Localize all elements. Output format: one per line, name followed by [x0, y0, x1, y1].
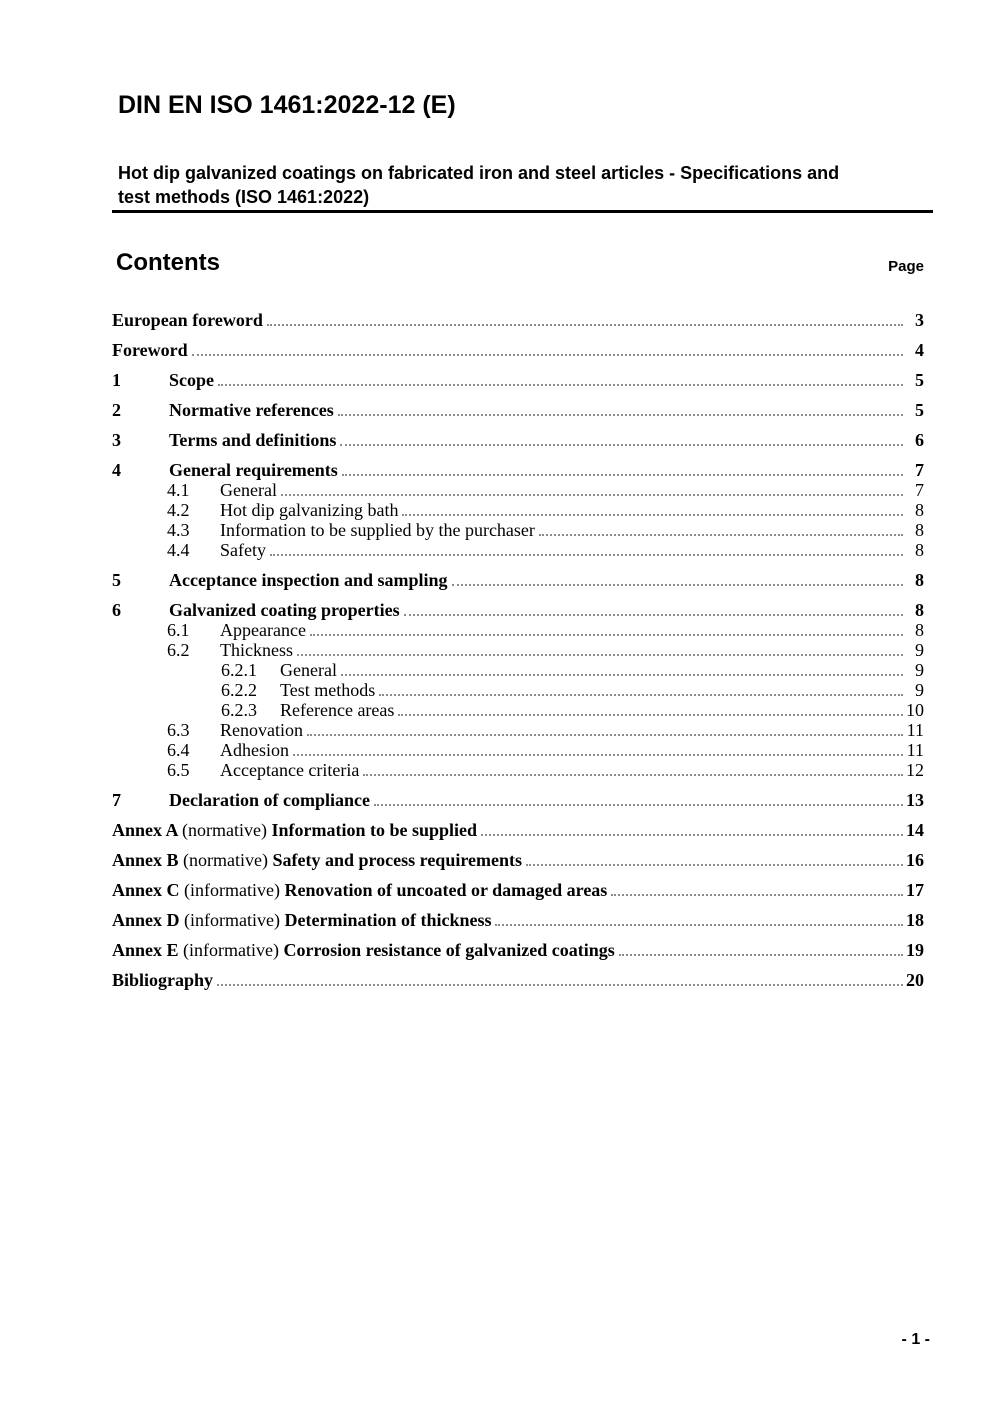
toc-dot-leader — [481, 834, 903, 836]
toc-label-part: Adhesion — [220, 740, 289, 760]
toc-label-part: Hot dip galvanizing bath — [220, 500, 399, 520]
toc-label-part: Thickness — [220, 640, 293, 660]
toc-page-number: 20 — [906, 970, 924, 990]
toc-dot-leader — [340, 444, 903, 446]
toc-label-part: Test methods — [280, 680, 376, 700]
toc-row — [112, 660, 924, 680]
toc-entry-label — [169, 600, 400, 620]
toc-page-number: 16 — [906, 850, 924, 870]
toc-label-part: General requirements — [169, 460, 338, 480]
toc-dot-leader — [218, 384, 903, 386]
toc-page-number: 4 — [915, 340, 924, 360]
toc-dot-leader — [495, 924, 903, 926]
toc-dot-leader — [217, 984, 903, 986]
toc-label-part: Scope — [169, 370, 214, 390]
toc-row — [112, 520, 924, 540]
toc-section-number: 6.4 — [167, 740, 190, 760]
toc-row — [112, 340, 924, 360]
toc-row — [112, 570, 924, 590]
toc-dot-leader — [192, 354, 903, 356]
toc-section-number: 4.1 — [167, 480, 190, 500]
toc-page-number: 6 — [915, 430, 924, 450]
toc-page-number: 18 — [906, 910, 924, 930]
toc-section-number: 2 — [112, 400, 121, 420]
toc-section-number: 4 — [112, 460, 121, 480]
toc-entry-label — [220, 720, 303, 740]
toc-row — [112, 370, 924, 390]
toc-row — [112, 620, 924, 640]
toc-dot-leader — [611, 894, 903, 896]
toc-label-part: (informative) — [184, 910, 285, 930]
toc-entry-label — [220, 740, 289, 760]
toc-label-part: (normative) — [182, 820, 272, 840]
toc-dot-leader — [267, 324, 903, 326]
document-title-line1: Hot dip galvanized coatings on fabricated iron and steel articles - Specifications and — [118, 163, 840, 183]
toc-dot-leader — [270, 554, 903, 556]
toc-page-number: 12 — [906, 760, 924, 780]
toc-page-number: 9 — [915, 660, 924, 680]
toc-dot-leader — [374, 804, 903, 806]
toc-entry-label — [220, 760, 359, 780]
toc-entry-label — [280, 660, 337, 680]
toc-entry-label — [220, 540, 266, 560]
toc-label-part: European foreword — [112, 310, 263, 330]
toc-label-part: Renovation — [220, 720, 303, 740]
toc-row — [112, 940, 924, 960]
toc-section-number: 3 — [112, 430, 121, 450]
toc-label-part: Normative references — [169, 400, 334, 420]
toc-label-part: Information to be supplied — [271, 820, 478, 840]
toc-dot-leader — [297, 654, 903, 656]
toc-entry-label — [169, 370, 214, 390]
toc-dot-leader — [398, 714, 903, 716]
toc-label-part: Foreword — [112, 340, 188, 360]
toc-section-number: 6.2 — [167, 640, 190, 660]
toc-row — [112, 970, 924, 990]
toc-entry-label — [169, 570, 448, 590]
toc-row — [112, 740, 924, 760]
toc-label-part: Corrosion resistance of galvanized coatings — [283, 940, 615, 960]
toc-label-part: (informative) — [183, 940, 284, 960]
toc-row — [112, 680, 924, 700]
toc-row — [112, 720, 924, 740]
toc-label-part: Annex A — [112, 820, 183, 840]
toc-dot-leader — [404, 614, 903, 616]
toc-page-number: 9 — [915, 680, 924, 700]
toc-label-part: Annex D — [112, 910, 185, 930]
toc-dot-leader — [539, 534, 903, 536]
document-code: DIN EN ISO 1461:2022-12 (E) — [118, 91, 456, 119]
toc-label-part: Galvanized coating properties — [169, 600, 400, 620]
toc-label-part: Terms and definitions — [169, 430, 337, 450]
toc-section-number: 6.2.3 — [221, 700, 257, 720]
toc-section-number: 4.3 — [167, 520, 190, 540]
toc-entry-label — [112, 970, 213, 990]
toc-label-part: Bibliography — [112, 970, 214, 990]
toc-dot-leader — [342, 474, 903, 476]
toc-row — [112, 790, 924, 810]
toc-dot-leader — [526, 864, 903, 866]
toc-page-number: 5 — [915, 370, 924, 390]
toc-dot-leader — [338, 414, 903, 416]
toc-row — [112, 700, 924, 720]
toc-dot-leader — [281, 494, 903, 496]
toc-label-part: General — [220, 480, 277, 500]
toc-label-part: Annex B — [112, 850, 184, 870]
toc-entry-label — [169, 790, 370, 810]
toc-label-part: Renovation of uncoated or damaged areas — [284, 880, 608, 900]
toc-section-number: 1 — [112, 370, 121, 390]
toc-section-number: 7 — [112, 790, 121, 810]
toc-entry-label — [280, 680, 375, 700]
toc-row — [112, 760, 924, 780]
toc-page-number: 19 — [906, 940, 924, 960]
toc-entry-label — [220, 480, 277, 500]
toc-page-number: 17 — [906, 880, 924, 900]
toc-dot-leader — [402, 514, 903, 516]
toc-entry-label — [169, 430, 336, 450]
toc-entry-label — [112, 310, 263, 330]
toc-section-number: 6.1 — [167, 620, 190, 640]
toc-page-number: 7 — [915, 480, 924, 500]
toc-dot-leader — [452, 584, 903, 586]
page-column-label: Page — [888, 258, 924, 275]
toc-dot-leader — [379, 694, 903, 696]
toc-label-part: Acceptance criteria — [220, 760, 360, 780]
toc-section-number: 4.4 — [167, 540, 190, 560]
toc-label-part: Reference areas — [280, 700, 395, 720]
toc-dot-leader — [363, 774, 903, 776]
toc-page-number: 8 — [915, 570, 924, 590]
toc-entry-label — [220, 620, 306, 640]
toc-page-number: 7 — [915, 460, 924, 480]
toc-section-number: 6.2.2 — [221, 680, 257, 700]
toc-page-number: 14 — [906, 820, 924, 840]
title-rule — [112, 210, 933, 213]
toc-page-number: 8 — [915, 620, 924, 640]
toc-entry-label — [112, 340, 188, 360]
toc-entry-label — [169, 460, 338, 480]
toc-entry-label — [220, 520, 535, 540]
toc-row — [112, 910, 924, 930]
toc-dot-leader — [307, 734, 903, 736]
toc-page-number: 11 — [906, 720, 924, 740]
toc-row — [112, 600, 924, 620]
toc-entry-label — [220, 500, 398, 520]
toc-row — [112, 310, 924, 330]
toc-label-part: Determination of thickness — [284, 910, 492, 930]
toc-label-part: Acceptance inspection and sampling — [169, 570, 448, 590]
toc-page-number: 11 — [906, 740, 924, 760]
toc-section-number: 6 — [112, 600, 121, 620]
toc-label-part: Annex C — [112, 880, 185, 900]
toc-row — [112, 480, 924, 500]
toc-entry-label — [112, 880, 607, 900]
toc-label-part: Safety — [220, 540, 266, 560]
toc-label-part: Safety and process requirements — [272, 850, 522, 870]
toc-dot-leader — [293, 754, 903, 756]
toc-page-number: 3 — [915, 310, 924, 330]
toc-label-part: (informative) — [184, 880, 285, 900]
toc-section-number: 6.3 — [167, 720, 190, 740]
toc-entry-label — [112, 820, 477, 840]
toc-row — [112, 500, 924, 520]
toc-page-number: 10 — [906, 700, 924, 720]
toc-page-number: 9 — [915, 640, 924, 660]
toc-page-number: 8 — [915, 540, 924, 560]
footer-page-number: - 1 - — [901, 1331, 930, 1348]
toc-label-part: Information to be supplied by the purchaser — [220, 520, 535, 540]
toc-label-part: General — [280, 660, 337, 680]
toc-entry-label — [280, 700, 394, 720]
toc-row — [112, 540, 924, 560]
toc-label-part: Appearance — [220, 620, 306, 640]
toc-entry-label — [112, 850, 522, 870]
toc-row — [112, 850, 924, 870]
document-title-line2: test methods (ISO 1461:2022) — [118, 186, 370, 207]
toc-entry-label — [220, 640, 293, 660]
contents-heading: Contents — [116, 249, 220, 276]
toc-dot-leader — [619, 954, 903, 956]
toc-row — [112, 430, 924, 450]
toc-row — [112, 640, 924, 660]
toc-page-number: 8 — [915, 600, 924, 620]
toc-label-part: Annex E — [112, 940, 184, 960]
document-title — [118, 162, 839, 209]
toc-page-number: 5 — [915, 400, 924, 420]
toc-section-number: 6.5 — [167, 760, 190, 780]
toc-entry-label — [112, 940, 615, 960]
toc-dot-leader — [310, 634, 903, 636]
toc-entry-label — [169, 400, 334, 420]
toc-section-number: 4.2 — [167, 500, 190, 520]
toc-page-number: 8 — [915, 520, 924, 540]
toc-label-part: (normative) — [183, 850, 273, 870]
table-of-contents — [112, 310, 924, 990]
toc-row — [112, 820, 924, 840]
toc-section-number: 6.2.1 — [221, 660, 257, 680]
toc-label-part: Declaration of compliance — [169, 790, 370, 810]
toc-page-number: 13 — [906, 790, 924, 810]
toc-row — [112, 880, 924, 900]
toc-page-number: 8 — [915, 500, 924, 520]
toc-row — [112, 400, 924, 420]
toc-entry-label — [112, 910, 491, 930]
toc-section-number: 5 — [112, 570, 121, 590]
toc-dot-leader — [341, 674, 903, 676]
toc-row — [112, 460, 924, 480]
